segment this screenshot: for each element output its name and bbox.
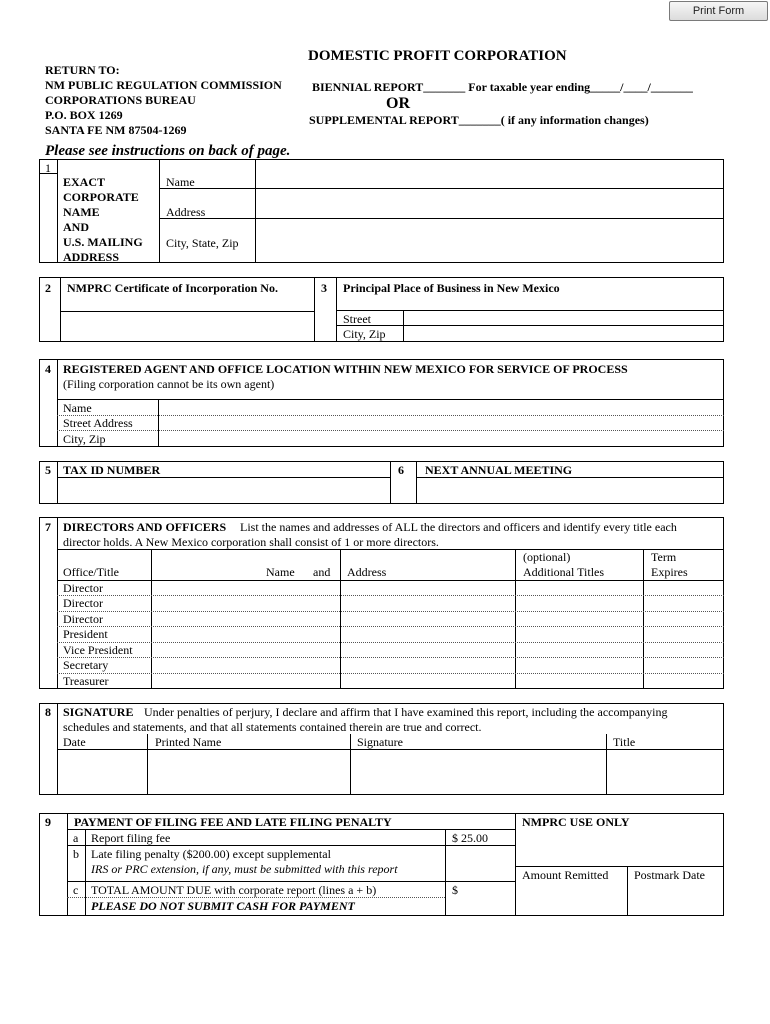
return-to-line: RETURN TO: (45, 63, 120, 77)
agent-street-field[interactable] (159, 416, 723, 430)
optional-header: (optional) (523, 550, 571, 564)
section-1-label: ADDRESS (63, 250, 120, 264)
signature-field[interactable] (351, 750, 606, 794)
return-to-line: NM PUBLIC REGULATION COMMISSION (45, 78, 282, 92)
section-number: 7 (45, 520, 51, 534)
principal-street-field[interactable] (404, 311, 723, 325)
officer-row-title: President (63, 627, 108, 641)
amount-remitted-label: Amount Remitted (522, 868, 609, 882)
signature-header: Signature (357, 735, 403, 749)
street-label: Street (343, 312, 371, 326)
total-amount-currency: $ (452, 883, 458, 897)
postmark-date-label: Postmark Date (634, 868, 705, 882)
directors-officers-description: List the names and addresses of ALL the directors and officers and identify every title each (240, 520, 677, 534)
name-label: Name (166, 175, 195, 189)
next-annual-meeting-label: NEXT ANNUAL MEETING (425, 463, 573, 477)
line-letter: a (73, 831, 79, 845)
printed-name-field[interactable] (148, 750, 350, 794)
print-form-button[interactable]: Print Form (669, 1, 768, 21)
section-1-label: AND (63, 220, 89, 234)
report-filing-fee-amount: $ 25.00 (452, 831, 488, 845)
biennial-report-line: BIENNIAL REPORT_______ For taxable year ending_____/____/_______ (312, 80, 693, 94)
directors-officers-description: director holds. A New Mexico corporation shall consist of 1 or more directors. (63, 535, 439, 549)
officer-row-title: Treasurer (63, 674, 109, 688)
corporate-address-field[interactable] (256, 189, 723, 218)
section-1-label: EXACT (63, 175, 106, 189)
instructions-note: Please see instructions on back of page. (45, 143, 291, 159)
signer-title-field[interactable] (607, 750, 723, 794)
line-letter: b (73, 847, 79, 861)
section-1-label: NAME (63, 205, 100, 219)
officer-address-fields[interactable] (341, 581, 515, 688)
title-header: Title (613, 735, 636, 749)
total-amount-field[interactable] (460, 882, 515, 915)
agent-city-zip-label: City, Zip (63, 432, 106, 446)
officer-row-title: Director (63, 581, 103, 595)
agent-city-zip-field[interactable] (159, 431, 723, 446)
no-cash-warning: PLEASE DO NOT SUBMIT CASH FOR PAYMENT (91, 899, 355, 913)
expires-header: Expires (651, 565, 688, 579)
printed-name-header: Printed Name (155, 735, 222, 749)
signature-title: SIGNATURE (63, 705, 134, 719)
tax-id-field[interactable] (58, 478, 390, 503)
directors-officers-title: DIRECTORS AND OFFICERS (63, 520, 227, 534)
agent-name-label: Name (63, 401, 92, 415)
date-field[interactable] (58, 750, 147, 794)
and-header: and (313, 565, 331, 579)
section-1-label: CORPORATE (63, 190, 139, 204)
name-header: Name (266, 565, 295, 579)
report-filing-fee-label: Report filing fee (91, 831, 171, 845)
or-separator: OR (386, 95, 410, 112)
return-to-line: P.O. BOX 1269 (45, 108, 123, 122)
return-to-line: SANTA FE NM 87504-1269 (45, 123, 187, 137)
certificate-number-label: NMPRC Certificate of Incorporation No. (67, 281, 278, 295)
officer-term-expires-fields[interactable] (644, 581, 723, 688)
officer-additional-titles-fields[interactable] (516, 581, 643, 688)
officer-row-title: Director (63, 596, 103, 610)
section-number: 1 (45, 161, 51, 175)
city-zip-label: City, Zip (343, 327, 386, 341)
supplemental-report-line: SUPPLEMENTAL REPORT_______( if any information changes) (309, 113, 649, 127)
section-number: 2 (45, 281, 51, 295)
officer-row-title: Director (63, 612, 103, 626)
signature-declaration: schedules and statements, and that all statements contained therein are true and correct. (63, 720, 482, 734)
principal-city-zip-field[interactable] (404, 326, 723, 341)
term-header: Term (651, 550, 677, 564)
nmprc-use-only-label: NMPRC USE ONLY (522, 815, 630, 829)
city-state-zip-label: City, State, Zip (166, 236, 239, 250)
section-number: 4 (45, 362, 51, 376)
total-amount-due-label: TOTAL AMOUNT DUE with corporate report (lines a + b) (91, 883, 377, 897)
agent-street-label: Street Address (63, 416, 133, 430)
agent-name-field[interactable] (159, 400, 723, 415)
registered-agent-note: (Filing corporation cannot be its own agent) (63, 377, 275, 391)
late-penalty-amount-field[interactable] (446, 846, 515, 881)
late-filing-penalty-label: Late filing penalty ($200.00) except supplemental (91, 847, 331, 861)
registered-agent-title: REGISTERED AGENT AND OFFICE LOCATION WITHIN NEW MEXICO FOR SERVICE OF PROCESS (63, 362, 628, 376)
office-title-header: Office/Title (63, 565, 119, 579)
corporate-city-state-zip-field[interactable] (256, 219, 723, 262)
payment-title: PAYMENT OF FILING FEE AND LATE FILING PENALTY (74, 815, 392, 829)
section-number: 3 (321, 281, 327, 295)
next-annual-meeting-field[interactable] (417, 478, 723, 503)
corporate-name-field[interactable] (256, 160, 723, 188)
return-to-line: CORPORATIONS BUREAU (45, 93, 196, 107)
form-title: DOMESTIC PROFIT CORPORATION (308, 48, 567, 64)
section-1-label: U.S. MAILING (63, 235, 143, 249)
officer-row-title: Secretary (63, 658, 109, 672)
section-number: 8 (45, 705, 51, 719)
line-letter: c (73, 883, 79, 897)
officer-row-title: Vice President (63, 643, 133, 657)
principal-place-label: Principal Place of Business in New Mexico (343, 281, 560, 295)
signature-declaration: Under penalties of perjury, I declare and affirm that I have examined this report, including the accompanying (144, 705, 668, 719)
officer-names-fields[interactable] (152, 581, 340, 688)
address-header: Address (347, 565, 387, 579)
section-number: 9 (45, 815, 51, 829)
tax-id-label: TAX ID NUMBER (63, 463, 161, 477)
certificate-number-field[interactable] (61, 312, 314, 341)
extension-note: IRS or PRC extension, if any, must be submitted with this report (91, 862, 398, 876)
address-label: Address (166, 205, 206, 219)
date-header: Date (63, 735, 86, 749)
section-number: 6 (398, 463, 404, 477)
additional-titles-header: Additional Titles (523, 565, 605, 579)
section-number: 5 (45, 463, 51, 477)
